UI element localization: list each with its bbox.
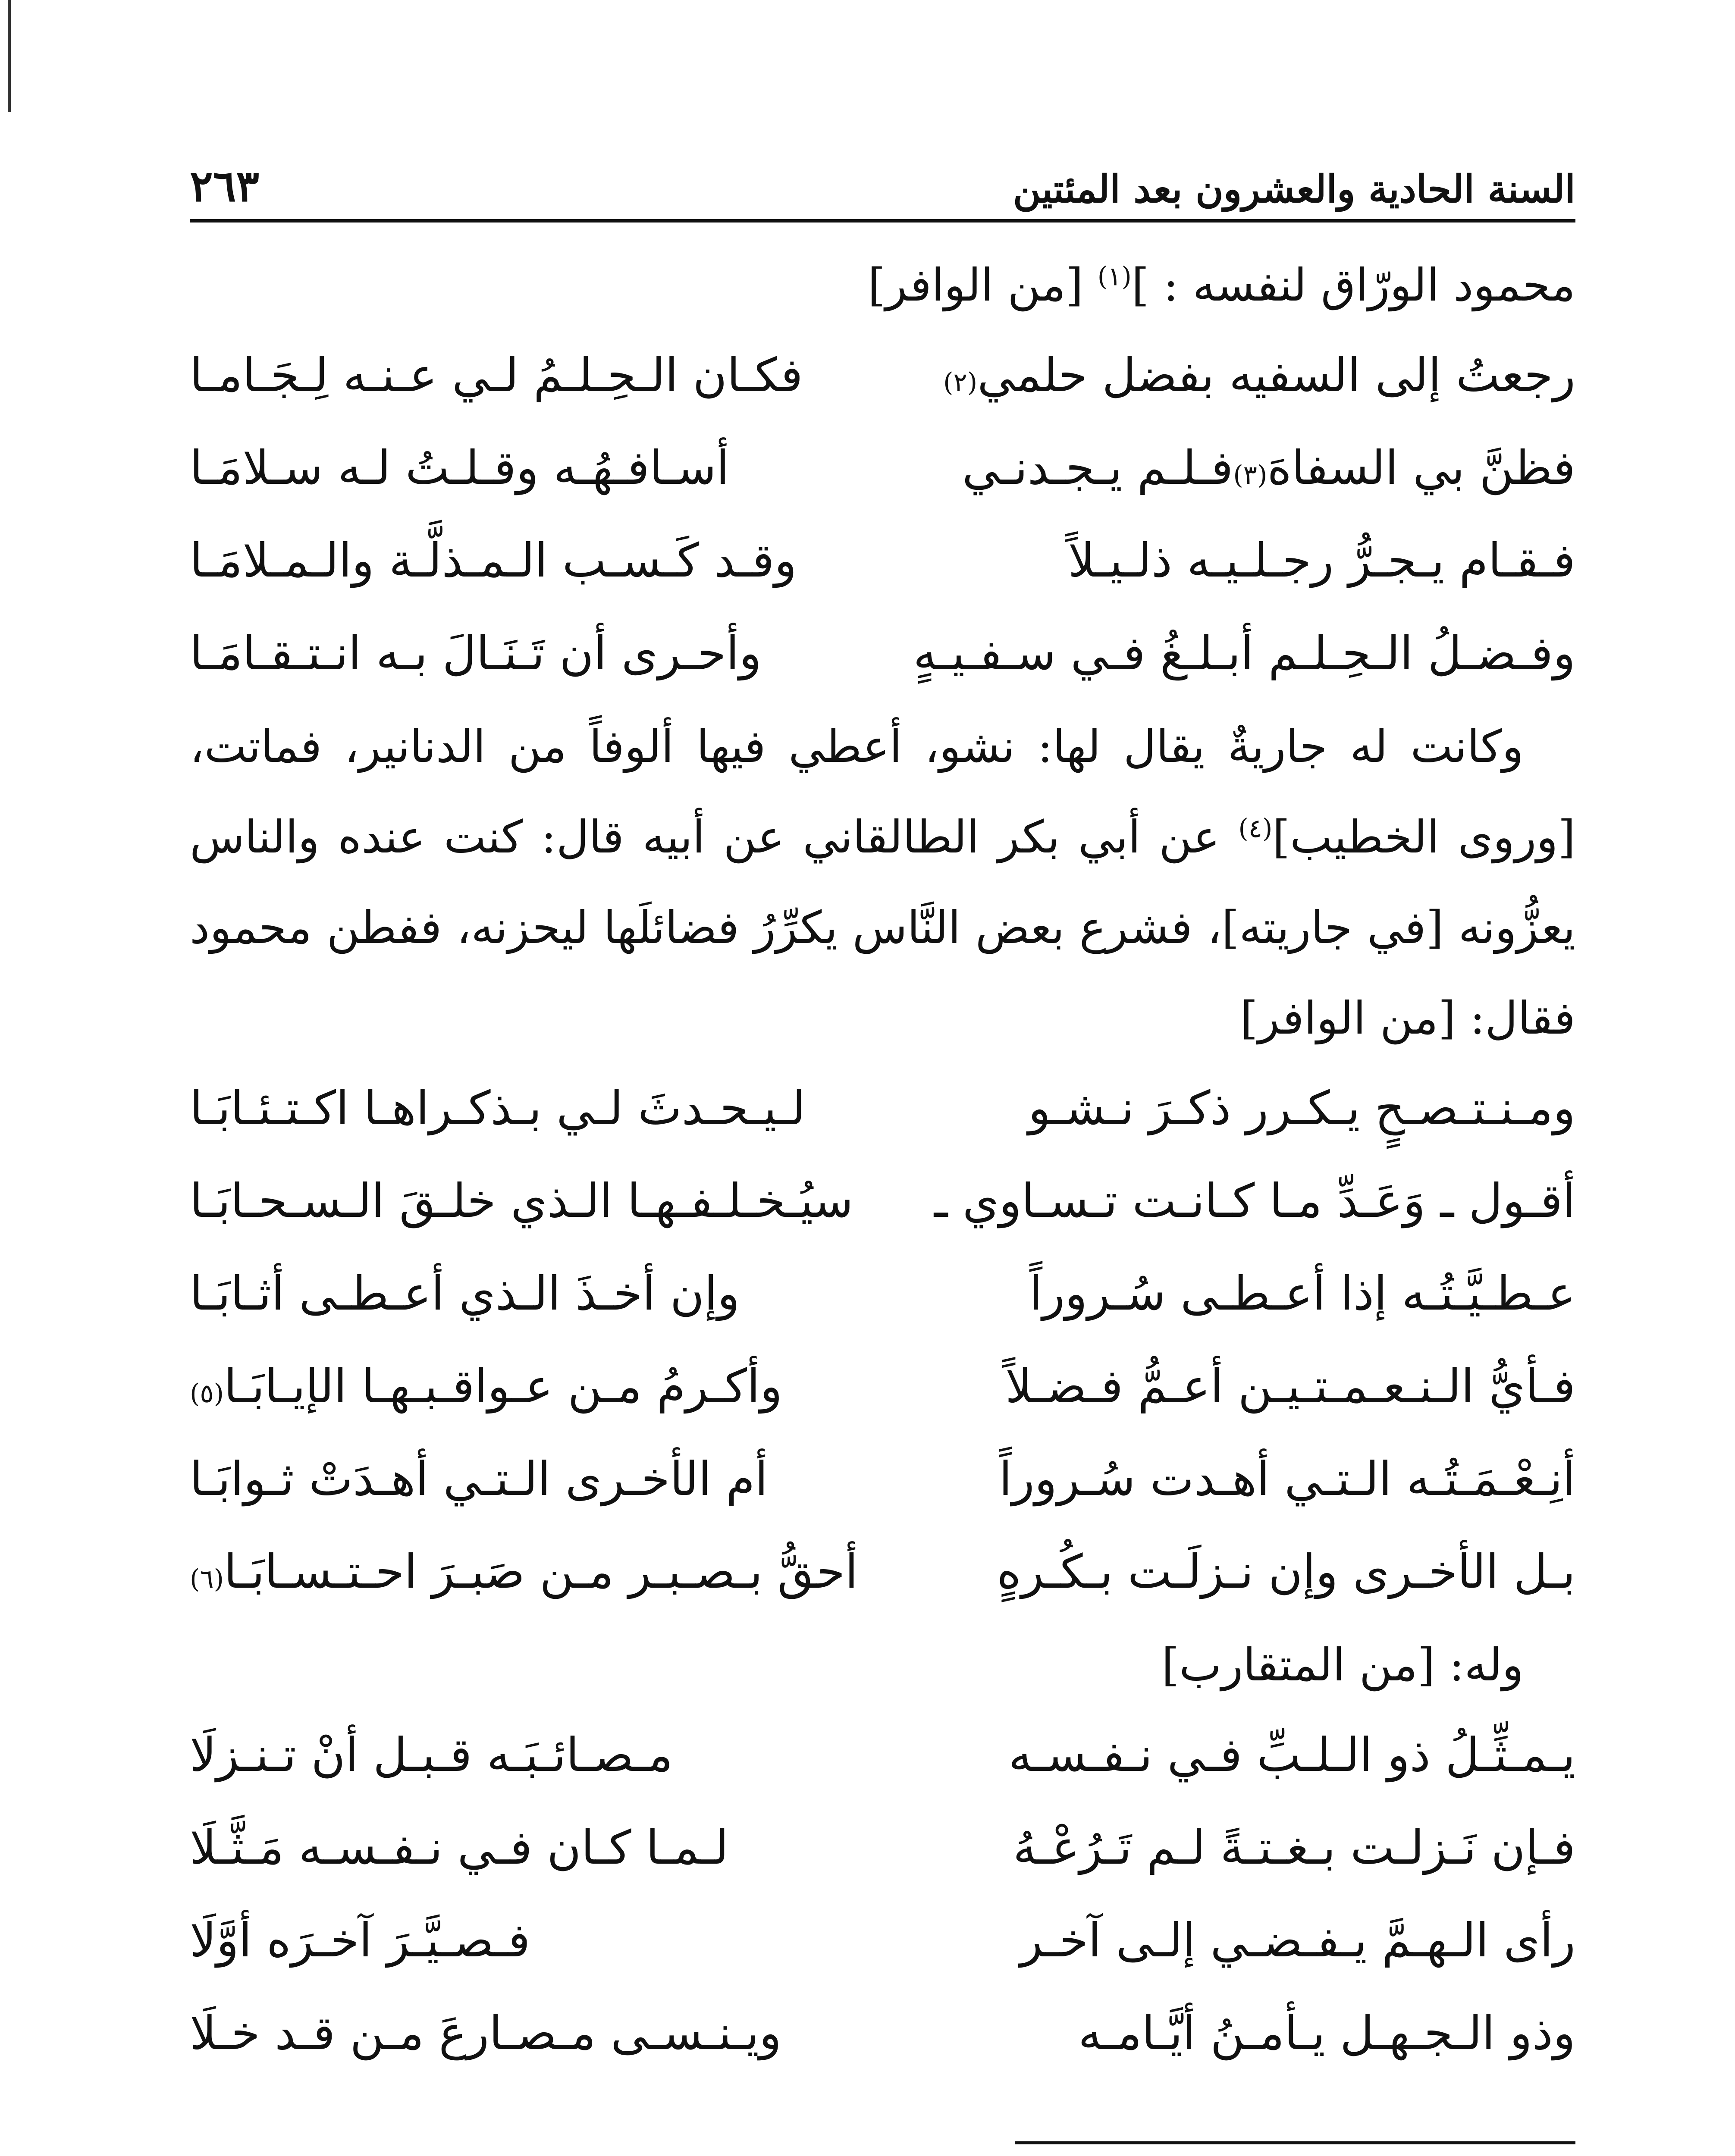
verse-line [190, 1988, 1575, 2081]
verse-first-hemistich: وفـضـلُ الـحِـلـم أبـلـغُ فـي سـفـيـهٍ [913, 627, 1575, 680]
verse-second-hemistich: فـصـيَّـرَ آخـرَه أوَّلَا [190, 1914, 530, 1968]
verse-second-hemistich: أسـافـهُـه وقـلـتُ لـه سـلامَـا [190, 441, 729, 495]
poem-3 [190, 1710, 1575, 2081]
second-intro: وله: [من المتقارب] [1161, 1639, 1524, 1691]
verse-line [190, 516, 1575, 608]
verse-first-hemistich: وذو الـجـهـل يـأمـنُ أيَّـامـه [1078, 2006, 1575, 2060]
verse-first-hemistich: يـمـثِّـلُ ذو الـلـبِّ فـي نـفـسـه [1008, 1728, 1575, 1782]
verse-second-hemistich: ويـنـسـى مـصـارعَ مـن قـد خـلَا [190, 2006, 782, 2060]
verse-second-hemistich: وقـد كَـسـب الـمـذلَّـة والـمـلامَـا [190, 534, 797, 588]
verse-first-hemistich: فـإن نَـزلـت بـغـتـةً لـم تَـرُعْـهُ [1013, 1821, 1575, 1875]
main-text [190, 240, 1575, 2081]
scan-edge-line [8, 0, 11, 112]
verse-line [190, 1896, 1575, 1988]
footnote-separator [1015, 2141, 1575, 2144]
verse-first-hemistich: عـطـيَّـتُـه إذا أعـطـى سُـروراً [1029, 1267, 1575, 1321]
verse-first-hemistich: فـقـام يـجـرُّ رجـلـيـه ذلـيـلاً [1068, 534, 1575, 588]
verse-line [190, 1434, 1575, 1527]
poem-1 [190, 330, 1575, 701]
prose-paragraph: وكانت له جاريةٌ يقال لها: نشو، أعطي فيها ألوفاً من الدنانير، فماتت، [وروى الخطيب]$^{(٤)}$ عن أبي بكر الطالقاني عن أبيه قال: كنت عنده والناس يعزُّونه [في جاريته]، فشرع بعض النَّاس يكرِّرُ فضائلَها ليحزنه، ففطن محمود فقال: [من الوافر] [190, 720, 1575, 1044]
poem-2 [190, 1063, 1575, 1620]
verse-second-hemistich: وإن أخـذَ الـذي أعـطـى أثـابَـا [190, 1267, 740, 1321]
intro-text: محمود الورّاق لنفسه : ] [1131, 259, 1575, 311]
verse-first-hemistich: بـل الأخـرى وإن نـزلَـت بـكُـرهٍ [997, 1545, 1575, 1599]
verse-line [190, 1803, 1575, 1896]
footnote-marker: (١) [1097, 261, 1132, 292]
verse-line [190, 1527, 1575, 1620]
verse-line [190, 330, 1575, 423]
verse-second-hemistich: وأحـرى أن تَـنَـالَ بـه انـتـقـامَـا [190, 627, 762, 680]
verse-second-hemistich: وأكـرمُ مـن عـواقـبـهـا الإيـابَـا (٥) [190, 1360, 783, 1413]
verse-first-hemistich: فظنَّ بي السفاهَ (٣) فـلـم يـجـدنـي [962, 441, 1575, 495]
running-header [190, 108, 1575, 222]
verse-line [190, 608, 1575, 701]
verse-line [190, 1249, 1575, 1341]
meter-label: [من الوافر] [868, 259, 1098, 311]
verse-second-hemistich: فكـان الـحِـلـمُ لـي عـنـه لِـجَـامـا [190, 348, 803, 402]
verse-line [190, 1156, 1575, 1249]
verse-first-hemistich: أقـول ـ وَعَـدِّ مـا كـانـت تـسـاوي ـ [934, 1174, 1575, 1228]
verse-second-hemistich: لـيـحـدثَ لـي بـذكـراهـا اكـتـئـابَـا [190, 1081, 806, 1135]
verse-first-hemistich: رأى الـهـمَّ يـفـضـي إلـى آخـر [1020, 1914, 1575, 1968]
verse-first-hemistich: ومـنـتـصـحٍ يـكـرر ذكـرَ نـشـو [1028, 1081, 1575, 1135]
verse-second-hemistich: أحقُّ بـصـبـر مـن صَبـرَ احـتـسـابَـا (٦) [190, 1545, 858, 1599]
verse-line [190, 1710, 1575, 1803]
verse-first-hemistich: أنِـعْـمَـتُـه الـتـي أهـدت سُـروراً [999, 1452, 1575, 1506]
verse-first-hemistich: فـأيُّ الـنـعـمـتـيـن أعـمُّ فـضـلاً [1005, 1360, 1575, 1413]
verse-line [190, 423, 1575, 516]
verse-second-hemistich: أم الأخـرى الـتـي أهـدَتْ ثـوابَـا [190, 1452, 768, 1506]
verse-first-hemistich: رجعتُ إلى السفيه بفضل حلمي (٢) [943, 348, 1575, 402]
verse-line [190, 1341, 1575, 1434]
footnote-marker: (٤) [1238, 813, 1273, 844]
page-number: ٢٦٣ [190, 160, 260, 211]
verse-second-hemistich: سيُـخـلـفـهـا الـذي خلـقَ الـسـحـابَـا [190, 1174, 853, 1228]
verse-second-hemistich: مـصـائـبَـه قـبـل أنْ تـنـزلَا [190, 1728, 673, 1782]
verse-line [190, 1063, 1575, 1156]
intro-line [190, 240, 1575, 330]
verse-second-hemistich: لـمـا كـان فـي نـفـسـه مَـثَّـلَا [190, 1821, 729, 1875]
header-title: السنة الحادية والعشرون بعد المئتين [1013, 166, 1575, 211]
